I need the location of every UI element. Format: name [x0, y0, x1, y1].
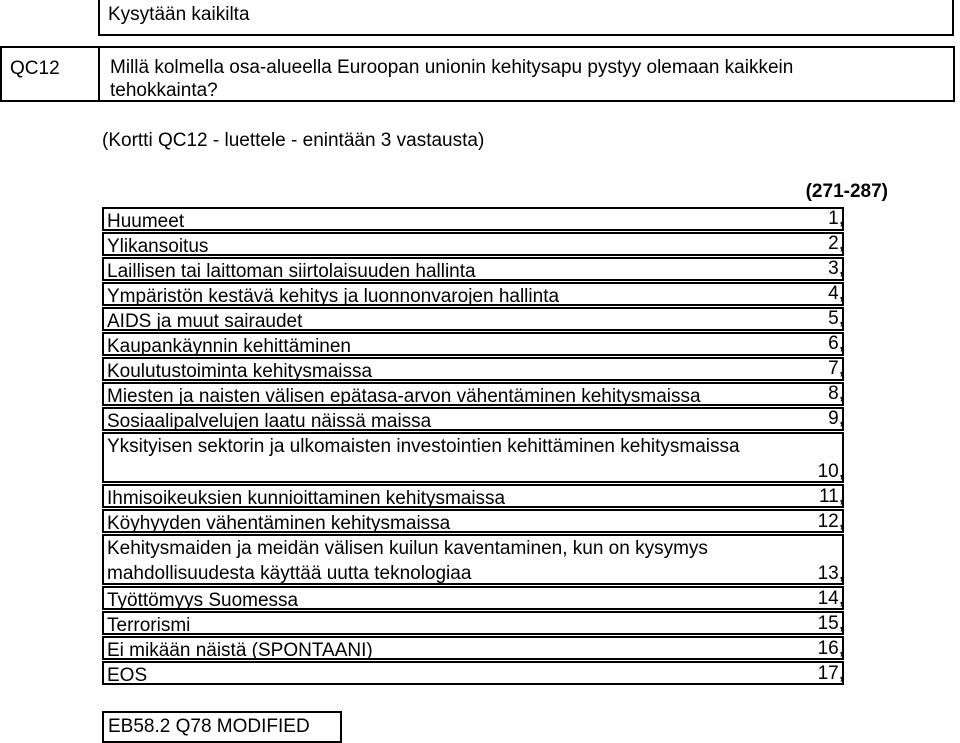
option-row[interactable]: [102, 407, 844, 431]
option-row[interactable]: [102, 432, 844, 483]
option-row[interactable]: [102, 207, 844, 231]
asked-all-box: [98, 0, 954, 36]
option-label: Terrorismi: [107, 615, 191, 636]
option-label: Laillisen tai laittoman siirtolaisuuden hallinta: [107, 261, 476, 282]
option-code: 2,: [828, 233, 844, 254]
option-code: 10,: [817, 461, 844, 482]
option-code: 16,: [817, 638, 844, 659]
option-code: 9,: [828, 408, 844, 429]
option-row[interactable]: [102, 586, 844, 610]
option-row[interactable]: [102, 357, 844, 381]
option-code: 14,: [817, 588, 844, 609]
option-code: 3,: [828, 258, 844, 279]
option-label: EOS: [107, 665, 148, 686]
option-code: 6,: [828, 333, 844, 354]
question-id: QC12: [10, 58, 60, 79]
option-label: Köyhyyden vähentäminen kehitysmaissa: [107, 513, 451, 534]
option-code: 4,: [828, 283, 844, 304]
option-code: 15,: [817, 613, 844, 634]
column-range: (271-287): [805, 181, 888, 202]
option-code: 1,: [828, 208, 844, 229]
source-box: [102, 711, 342, 743]
question-box: [0, 46, 955, 102]
option-label: Ylikansoitus: [107, 236, 209, 257]
option-code: 12,: [817, 511, 844, 532]
option-label: Työttömyys Suomessa: [107, 590, 299, 611]
option-row[interactable]: [102, 332, 844, 356]
option-label: Ympäristön kestävä kehitys ja luonnonvarojen hallinta: [107, 286, 560, 307]
option-row[interactable]: [102, 382, 844, 406]
option-row[interactable]: [102, 257, 844, 281]
question-divider: [98, 48, 100, 100]
option-row[interactable]: [102, 661, 844, 685]
source-label: EB58.2 Q78 MODIFIED: [108, 716, 310, 737]
option-label: AIDS ja muut sairaudet: [107, 311, 303, 332]
option-label: Koulutustoiminta kehitysmaissa: [107, 361, 373, 382]
option-row[interactable]: [102, 509, 844, 533]
option-label: Kehitysmaiden ja meidän välisen kuilun kaventaminen, kun on kysymys mahdollisuudesta käyttää uutta teknologiaa: [107, 538, 708, 584]
option-label: Yksityisen sektorin ja ulkomaisten investointien kehittäminen kehitysmaissa: [107, 436, 740, 457]
option-row[interactable]: [102, 636, 844, 660]
option-row[interactable]: [102, 484, 844, 508]
option-row[interactable]: [102, 611, 844, 635]
option-code: 13,: [817, 563, 844, 584]
instruction-text: (Kortti QC12 - luettele - enintään 3 vastausta): [102, 130, 485, 151]
option-row[interactable]: [102, 534, 844, 585]
option-row[interactable]: [102, 307, 844, 331]
asked-all-label: Kysytään kaikilta: [108, 4, 250, 25]
option-row[interactable]: [102, 232, 844, 256]
question-text: Millä kolmella osa-alueella Euroopan unionin kehitysapu pystyy olemaan kaikkein tehokkainta?: [110, 57, 794, 101]
option-label: Huumeet: [107, 211, 185, 232]
option-code: 17,: [817, 663, 844, 684]
option-label: Kaupankäynnin kehittäminen: [107, 336, 352, 357]
option-label: Ei mikään näistä (SPONTAANI): [107, 640, 373, 661]
option-code: 5,: [828, 308, 844, 329]
option-label: Miesten ja naisten välisen epätasa-arvon vähentäminen kehitysmaissa: [107, 386, 701, 407]
option-row[interactable]: [102, 282, 844, 306]
option-code: 11,: [818, 486, 844, 507]
option-label: Ihmisoikeuksien kunnioittaminen kehitysmaissa: [107, 488, 506, 509]
option-label: Sosiaalipalvelujen laatu näissä maissa: [107, 411, 432, 432]
option-code: 7,: [828, 358, 844, 379]
option-code: 8,: [828, 383, 844, 404]
